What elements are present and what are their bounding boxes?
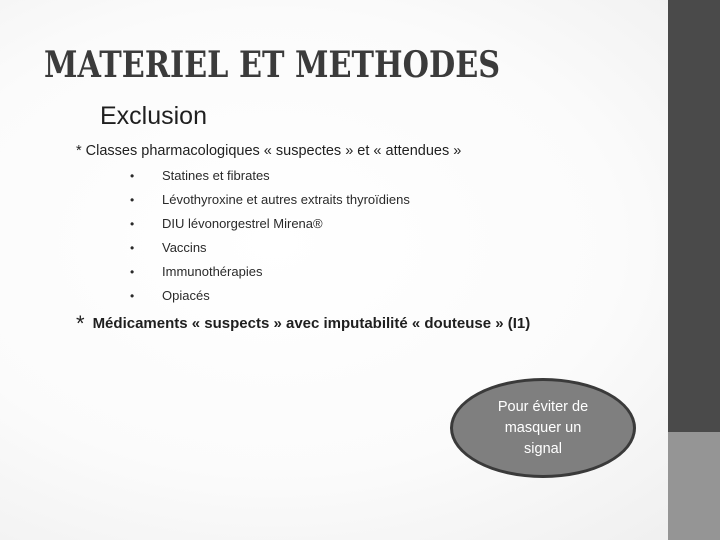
list-item bbox=[130, 286, 410, 310]
list-item-label: Lévothyroxine et autres extraits thyroïdiens bbox=[162, 192, 410, 207]
bullet-icon: • bbox=[130, 169, 135, 183]
medicaments-heading bbox=[76, 311, 530, 337]
slide-title: MATERIEL ET METHODES bbox=[44, 44, 501, 86]
bullet-icon: • bbox=[130, 217, 135, 231]
bullet-icon: • bbox=[130, 193, 135, 207]
bullet-icon: • bbox=[130, 241, 135, 255]
bullet-icon: • bbox=[130, 289, 135, 303]
list-item-label: DIU lévonorgestrel Mirena® bbox=[162, 216, 323, 231]
list-item bbox=[130, 262, 410, 286]
list-item-label: Immunothérapies bbox=[162, 264, 263, 279]
section-subtitle: Exclusion bbox=[100, 102, 207, 130]
asterisk-icon: * bbox=[76, 311, 85, 336]
list-item-label: Statines et fibrates bbox=[162, 168, 270, 183]
sidebar-decoration-light bbox=[668, 432, 720, 540]
list-item-label: Vaccins bbox=[162, 240, 207, 255]
list-item bbox=[130, 214, 410, 238]
classes-heading: * Classes pharmacologiques « suspectes » et « attendues » bbox=[76, 143, 462, 159]
callout-text: Pour éviter de masquer un signal bbox=[497, 398, 589, 457]
medicaments-text: Médicaments « suspects » avec imputabilité « douteuse » (I1) bbox=[92, 315, 531, 332]
exclusion-bullet-list bbox=[130, 166, 410, 310]
list-item-label: Opiacés bbox=[162, 288, 210, 303]
list-item bbox=[130, 238, 410, 262]
list-item bbox=[130, 166, 410, 190]
bullet-icon: • bbox=[130, 265, 135, 279]
list-item bbox=[130, 190, 410, 214]
callout-oval bbox=[450, 378, 636, 478]
sidebar-decoration-dark bbox=[668, 0, 720, 432]
